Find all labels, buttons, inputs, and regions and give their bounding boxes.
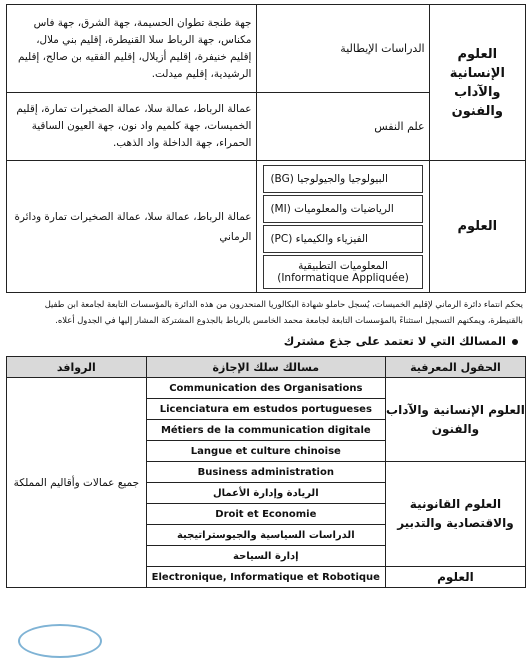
programs-table [6, 356, 526, 588]
program-item: Langue et culture chinoise [146, 441, 385, 462]
regions-cell [7, 93, 257, 161]
header-programs: مسالك سلك الإجازة [146, 357, 385, 378]
option-item: المعلوميات التطبيقية (Informatique Appliquée) [263, 255, 422, 289]
regions-text: عمالة الرباط، عمالة سلا، عمالة الصخيرات تمارة، إقليم الخميسات، جهة كلميم واد نون، جهة العيون الساقية الحمراء، جهة الداخلة واد الذهب. [16, 103, 252, 149]
specialization-cell [257, 93, 429, 161]
field-text: العلوم [457, 219, 498, 234]
top-table [6, 4, 526, 293]
regions-cell [7, 378, 147, 588]
field-text: العلوم الإنسانية والآداب والفنون [449, 46, 505, 119]
program-item: Métiers de la communication digitale [146, 420, 385, 441]
regions-cell [7, 5, 257, 93]
stamp-graphic [18, 624, 102, 658]
program-item: الدراسات السياسية والجيوستراتيجية [146, 525, 385, 546]
program-item: Droit et Economie [146, 504, 385, 525]
program-item: Electronique, Informatique et Robotique [146, 567, 385, 588]
field-cell [429, 5, 525, 161]
option-item: الرياضيات والمعلوميات (MI) [263, 195, 422, 223]
field-cell: العلوم الإنسانية والآداب والفنون [385, 378, 525, 462]
header-fields: الحقول المعرفية [385, 357, 525, 378]
option-item: البيولوجيا والجيولوجيا (BG) [263, 165, 422, 193]
option-item: الفيزياء والكيمياء (PC) [263, 225, 422, 253]
regions-cell [7, 161, 257, 293]
field-cell: العلوم القانونية والاقتصادية والتدبير [385, 462, 525, 567]
header-regions: الروافد [7, 357, 147, 378]
field-cell: العلوم [385, 567, 525, 588]
section-heading-text: المسالك التي لا تعتمد على جذع مشترك [283, 334, 506, 348]
footnote: يحكم انتماء دائرة الرماني لإقليم الخميسات، يُسجل حاملو شهادة البكالوريا المنحدرون من هذه الدائرة بالمؤسسات التابعة لجامعة ابن طفيل بالقنيطرة، ويمكنهم التسجيل استثناءً بالمؤسسات التابعة لجامعة محمد الخامس بالرباط بالجذوع المشتركة المشار إليها في الجدول أعلاه. [44, 299, 523, 325]
section-heading [284, 334, 518, 348]
program-item: Communication des Organisations [146, 378, 385, 399]
regions-text: جميع عمالات وأقاليم المملكة [13, 476, 140, 489]
field-cell [429, 161, 525, 293]
program-item: Business administration [146, 462, 385, 483]
specialization-cell [257, 5, 429, 93]
program-item: إدارة السياحة [146, 546, 385, 567]
program-item: الريادة وإدارة الأعمال [146, 483, 385, 504]
program-item: Licenciatura em estudos portugueses [146, 399, 385, 420]
specialization-text: علم النفس [374, 120, 425, 133]
regions-text: عمالة الرباط، عمالة سلا، عمالة الصخيرات تمارة ودائرة الرماني [14, 210, 252, 243]
bullet-icon [512, 339, 518, 345]
options-cell [257, 161, 429, 293]
specialization-text: الدراسات الإيطالية [340, 42, 425, 55]
regions-text: جهة طنجة تطوان الحسيمة، جهة الشرق، جهة فاس مكناس، جهة الرباط سلا القنيطرة، إقليم بني ملال، إقليم خنيفرة، إقليم أزيلال، إقليم الفقيه بن صالح، إقليم الرشيدية، إقليم ميدلت. [17, 16, 252, 80]
